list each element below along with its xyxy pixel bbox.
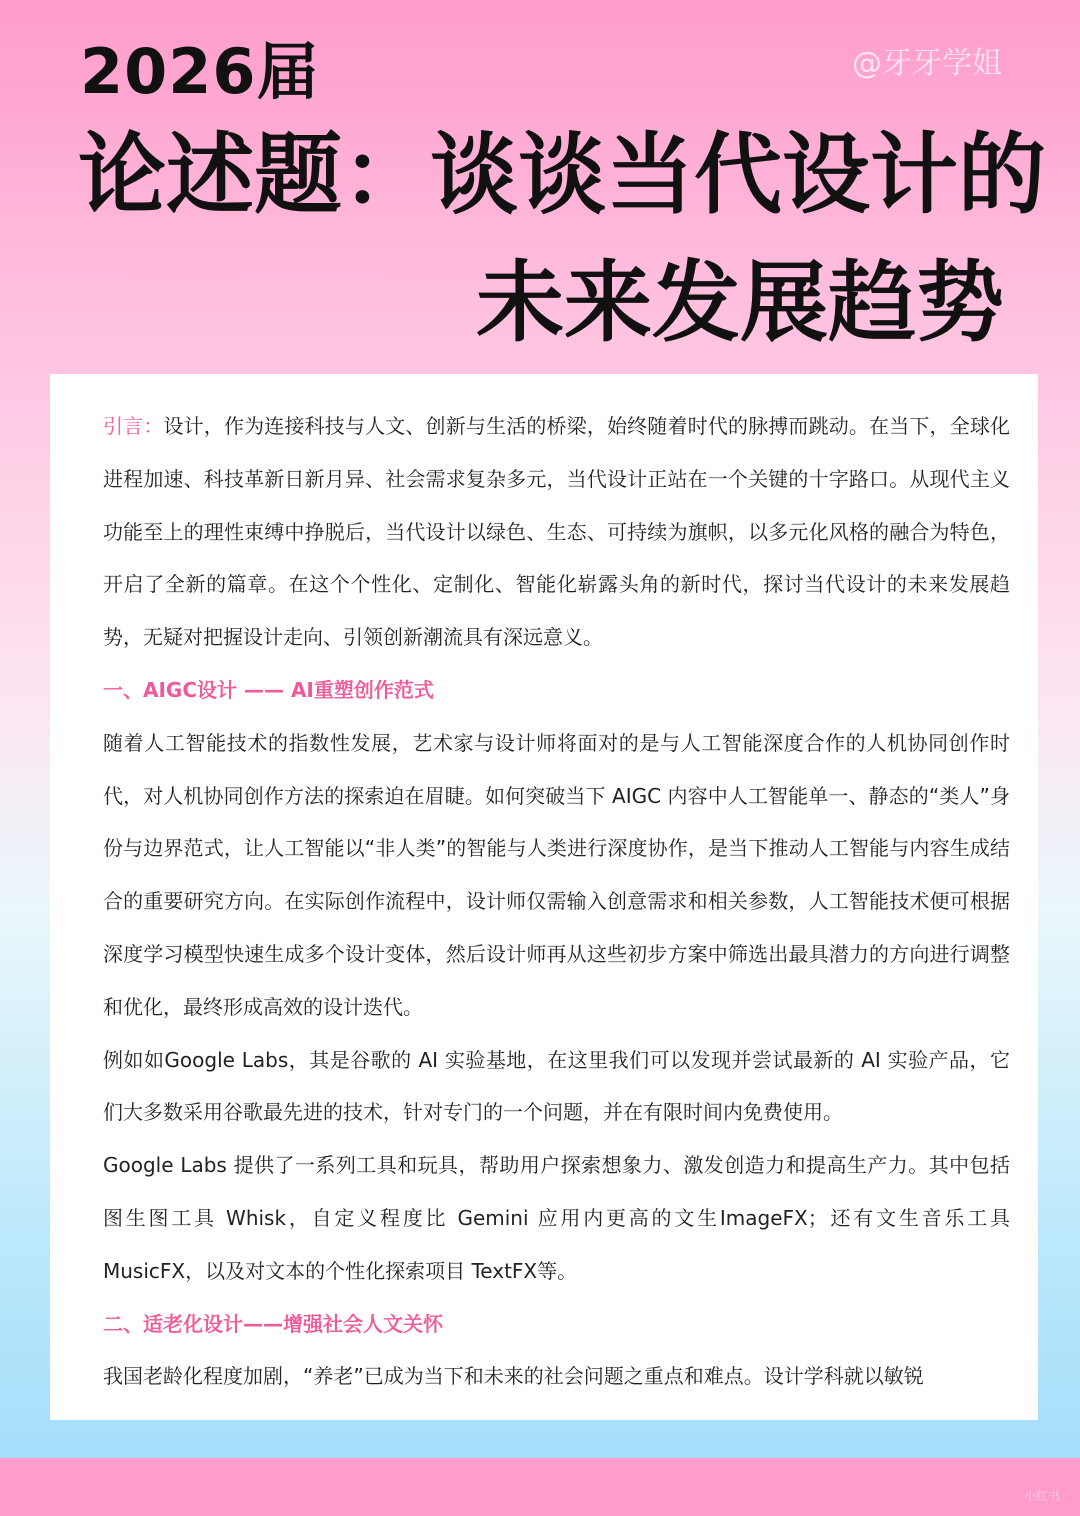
- section-2-heading: 二、适老化设计——增强社会人文关怀: [103, 1311, 443, 1336]
- page-title-line-2: 未来发展趋势: [475, 251, 1004, 354]
- author-watermark: @牙牙学姐: [852, 46, 1002, 81]
- section-2-paragraph-1: 我国老龄化程度加剧，“养老”已成为当下和未来的社会问题之重点和难点。设计学科就以敏锐: [103, 1364, 924, 1389]
- section-1-paragraph-1: 随着人工智能技术的指数性发展，艺术家与设计师将面对的是与人工智能深度合作的人机协同创作时代，对人机协同创作方法的探索迫在眉睫。如何突破当下 AIGC 内容中人工智能单一、静态的“类人”身份与边界范式，让人工智能以“非人类”的智能与人类进行深度协作，是当下推动人工智能与内容生成结合的重要研究方向。在实际创作流程中，设计师仅需输入创意需求和相关参数，人工智能技术便可根据深度学习模型快速生成多个设计变体，然后设计师再从这些初步方案中筛选出最具潜力的方向进行调整和优化，最终形成高效的设计迭代。: [103, 730, 1010, 1019]
- section-1-heading: 一、AIGC设计 —— AI重塑创作范式: [103, 677, 434, 702]
- section-1-paragraph-3: Google Labs 提供了一系列工具和玩具，帮助用户探索想象力、激发创造力和提高生产力。其中包括图生图工具 Whisk，自定义程度比 Gemini 应用内更高的文生ImageFX；还有文生音乐工具 MusicFX，以及对文本的个性化探索项目 TextFX等。: [103, 1153, 1010, 1283]
- page-title-line-1: 论述题：谈谈当代设计的: [78, 123, 1047, 226]
- section-1-paragraph-2: 例如如Google Labs，其是谷歌的 AI 实验基地，在这里我们可以发现并尝试最新的 AI 实验产品，它们大多数采用谷歌最先进的技术，针对专门的一个问题，并在有限时间内免费使用。: [103, 1047, 1010, 1125]
- article-card: [50, 374, 1038, 1420]
- intro-label: 引言：: [103, 414, 164, 438]
- corner-watermark: 小红书: [1023, 1489, 1060, 1503]
- year-label: 2026届: [80, 35, 320, 108]
- intro-paragraph: [103, 400, 1010, 664]
- intro-text: 设计，作为连接科技与人文、创新与生活的桥梁，始终随着时代的脉搏而跳动。在当下，全球化进程加速、科技革新日新月异、社会需求复杂多元，当代设计正站在一个关键的十字路口。从现代主义功能至上的理性束缚中挣脱后，当代设计以绿色、生态、可持续为旗帜，以多元化风格的融合为特色，开启了全新的篇章。在这个个性化、定制化、智能化崭露头角的新时代，探讨当代设计的未来发展趋势，无疑对把握设计走向、引领创新潮流具有深远意义。: [103, 414, 1011, 650]
- bottom-band: [0, 1458, 1080, 1516]
